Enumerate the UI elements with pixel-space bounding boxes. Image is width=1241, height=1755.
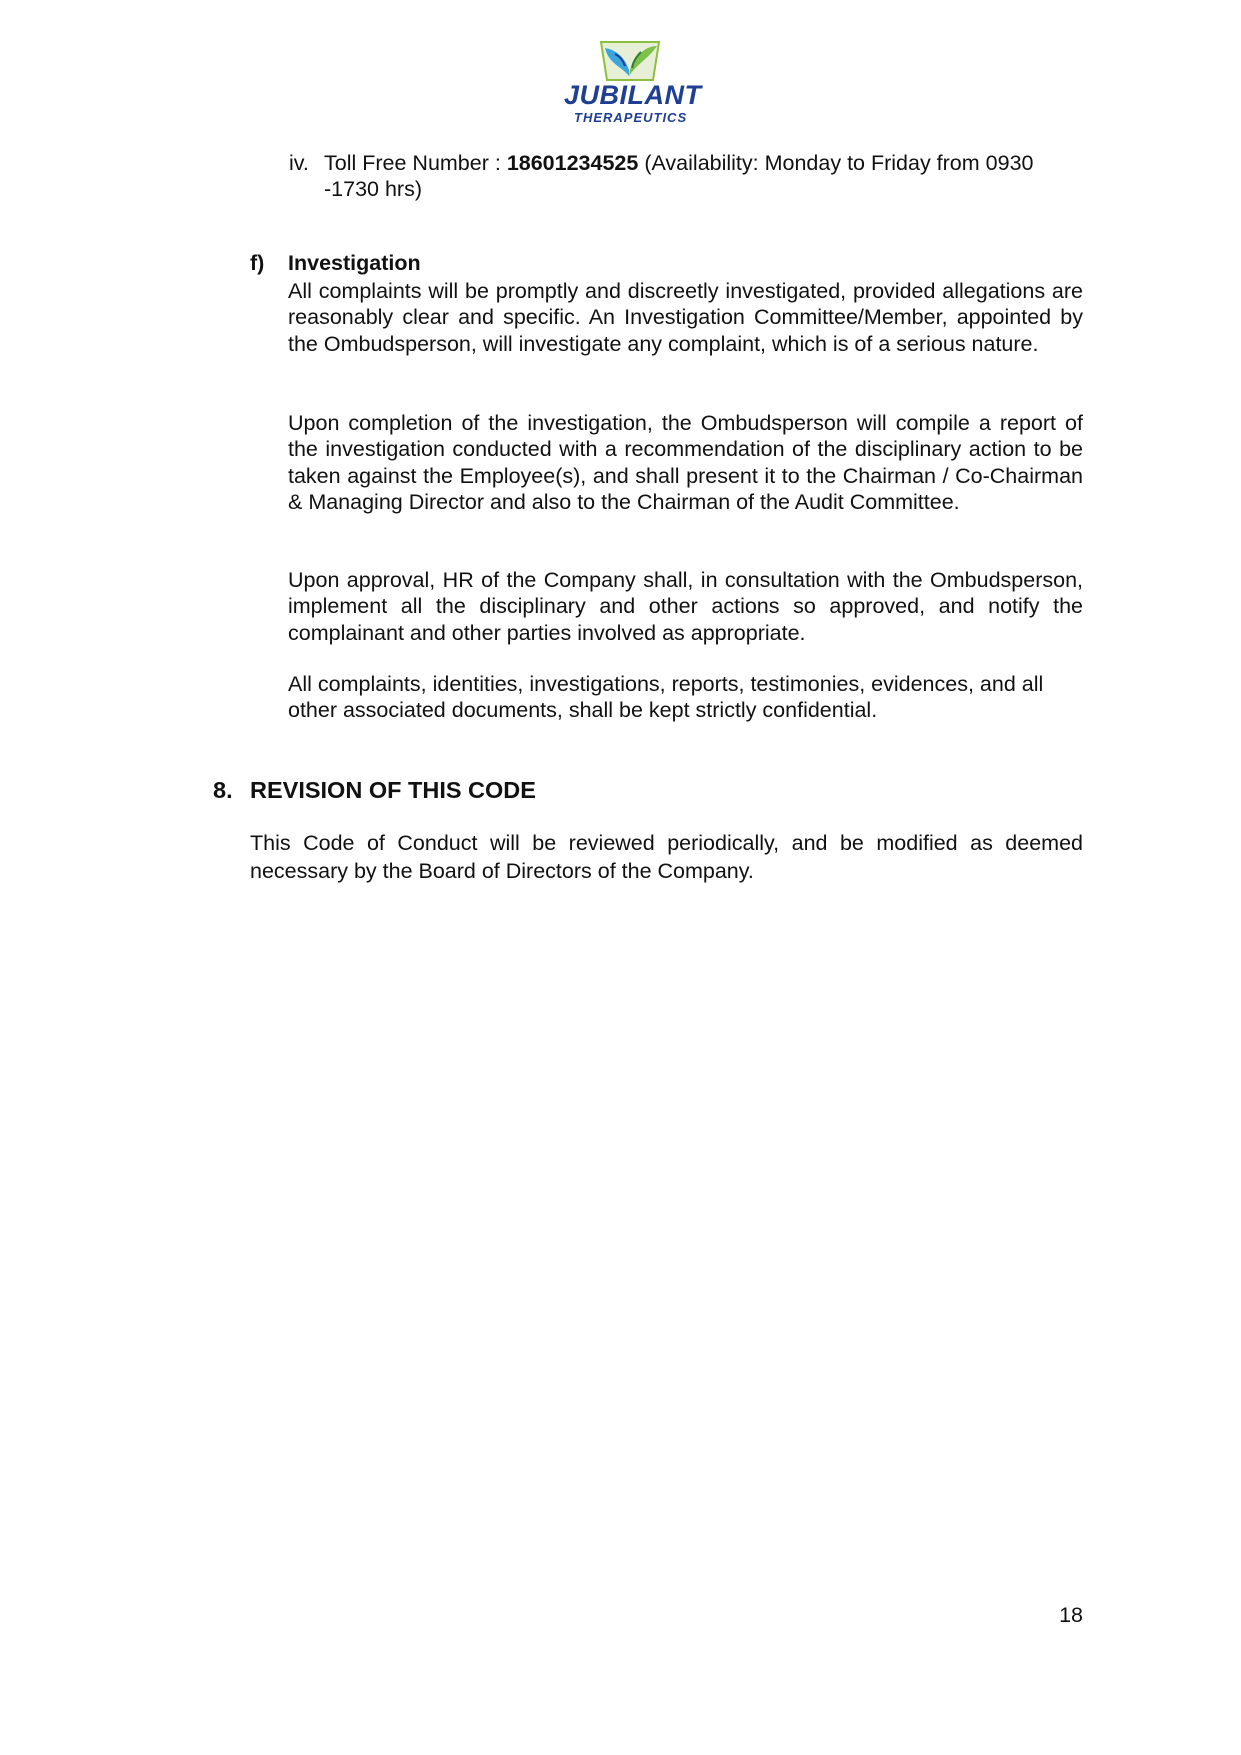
butterfly-logo-icon (595, 36, 665, 84)
section-heading (213, 776, 536, 804)
subsection-title: Investigation (288, 251, 421, 275)
subsection-heading (250, 250, 421, 276)
paragraph: All complaints, identities, investigations, reports, testimonies, evidences, and all other associated documents, shall be kept strictly confidential. (288, 672, 1044, 723)
company-logo (560, 36, 700, 131)
toll-free-number: 18601234525 (506, 151, 639, 175)
toll-free-label: Toll Free Number : (324, 151, 507, 175)
list-marker: iv. (289, 151, 309, 175)
paragraph: Upon approval, HR of the Company shall, in consultation with the Ombudsperson, implement all the disciplinary and other actions so approved, and notify the complainant and other parties involved as appropriate. (288, 568, 1083, 645)
subsection-marker: f) (250, 251, 265, 275)
paragraph: Upon completion of the investigation, the Ombudsperson will compile a report of the investigation conducted with a recommendation of the disciplinary action to be taken against the Employee(s), and shall present it to the Chairman / Co-Chairman & Managing Director and also to the Chairman of the Audit Committee. (288, 411, 1083, 515)
toll-free-text (324, 150, 1082, 203)
section-title: REVISION OF THIS CODE (250, 777, 536, 803)
toll-free-availability: (Availability: Monday to Friday from 0930 -1730 hrs) (324, 151, 1034, 202)
section-number: 8. (213, 777, 233, 803)
paragraph: This Code of Conduct will be reviewed periodically, and be modified as deemed necessary by the Board of Directors of the Company. (250, 831, 1083, 883)
logo-sub-text: THERAPEUTICS (574, 110, 688, 125)
paragraph: All complaints will be promptly and discreetly investigated, provided allegations are reasonably clear and specific. An Investigation Committee/Member, appointed by the Ombudsperson, will investigate any complaint, which is of a serious nature. (288, 279, 1083, 356)
logo-brand-text: JUBILANT (564, 80, 702, 110)
page-number: 18 (1059, 1603, 1083, 1627)
